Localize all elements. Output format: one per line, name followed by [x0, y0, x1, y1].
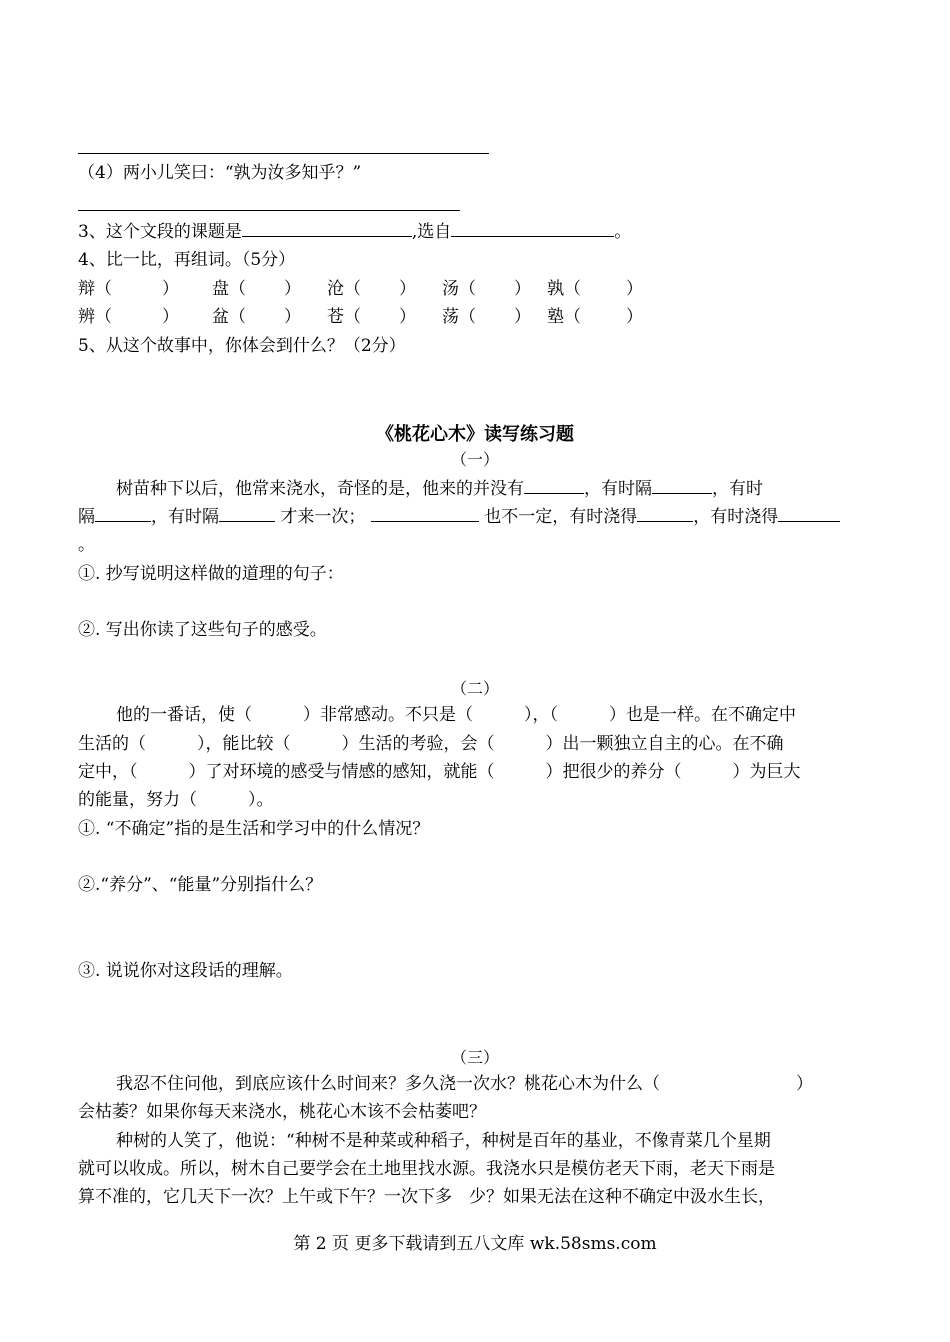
- passage-3-line-4: 就可以收成。所以，树木自己要学会在土地里找水源。我浇水只是模仿老天下雨，老天下雨是: [78, 1159, 775, 1179]
- char-pair: 荡（: [442, 307, 476, 327]
- char-pair: 沧（: [327, 279, 361, 299]
- passage-3-line-2: 会枯萎？如果你每天来浇水，桃花心木该不会枯萎吧？: [78, 1102, 486, 1122]
- char-pair: 辨（: [78, 307, 112, 327]
- char-pair: 汤（: [442, 279, 476, 299]
- passage-2-line-2: 生活的（ ），能比较（ ）生活的考验，会（ ）出一颗独立自主的心。在不确: [78, 734, 784, 754]
- question-3: 3、这个文段的课题是 ,选自 。: [78, 222, 632, 242]
- char-pair: 苍（: [327, 307, 361, 327]
- char-pair: 盆（: [212, 307, 246, 327]
- bracket-close: ）: [514, 307, 531, 327]
- bracket-close: ）: [626, 307, 643, 327]
- passage-2-line-3: 定中，（ ）了对环境的感受与情感的感知，就能（ ）把很少的养分（ ）为巨大: [78, 762, 801, 782]
- char-pair: 孰（: [547, 279, 581, 299]
- question-1-1: ①. 抄写说明这样做的道理的句子：: [78, 564, 344, 584]
- passage-1-line-2: 隔 ，有时隔 才来一次； 也不一定，有时浇得 ，有时浇得: [78, 505, 840, 528]
- blank[interactable]: [778, 505, 840, 522]
- char-pair: 塾（: [547, 307, 581, 327]
- char-pair: 辩（: [78, 279, 112, 299]
- passage-3-line-1: 我忍不住问他，到底应该什么时间来？多久浇一次水？桃花心木为什么（ ）: [116, 1074, 813, 1094]
- blank-source[interactable]: [451, 220, 614, 237]
- part-3-label: （三）: [450, 1048, 499, 1067]
- blank-title[interactable]: [242, 220, 412, 237]
- answer-line[interactable]: [78, 210, 460, 211]
- bracket-close: ）: [284, 279, 301, 299]
- blank[interactable]: [371, 505, 479, 522]
- answer-line[interactable]: [78, 153, 489, 154]
- question-line-4: （4）两小儿笑曰：“孰为汝多知乎？”: [78, 163, 362, 183]
- blank[interactable]: [524, 477, 584, 494]
- bracket-close: ）: [162, 307, 179, 327]
- passage-2-line-4: 的能量，努力（ ）。: [78, 790, 274, 810]
- question-5: 5、从这个故事中，你体会到什么？（2分）: [78, 336, 406, 356]
- part-2-label: （二）: [450, 679, 499, 698]
- bracket-close: ）: [162, 279, 179, 299]
- passage-3-line-5: 算不准的，它几天下一次？上午或下午？一次下多 少？如果无法在这种不确定中汲水生长，: [78, 1187, 775, 1207]
- blank[interactable]: [219, 505, 275, 522]
- question-2-1: ①. “不确定”指的是生活和学习中的什么情况？: [78, 819, 430, 839]
- page-footer: 第 2 页 更多下载请到五八文库 wk.58sms.com: [293, 1234, 657, 1254]
- question-2-2: ②.“养分”、“能量”分别指什么？: [78, 875, 323, 895]
- bracket-close: ）: [284, 307, 301, 327]
- blank[interactable]: [637, 505, 693, 522]
- bracket-close: ）: [399, 279, 416, 299]
- passage-2-line-1: 他的一番话，使（ ）非常感动。不只是（ ），（ ）也是一样。在不确定中: [116, 705, 796, 725]
- part-1-label: （一）: [450, 450, 499, 469]
- passage-1-line-1: 树苗种下以后，他常来浇水，奇怪的是，他来的并没有 ，有时隔 ，有时: [116, 479, 763, 499]
- section-title: 《桃花心木》读写练习题: [376, 424, 574, 445]
- question-1-2: ②. 写出你读了这些句子的感受。: [78, 620, 327, 640]
- passage-1-end: 。: [78, 535, 95, 555]
- bracket-close: ）: [514, 279, 531, 299]
- char-pair: 盘（: [212, 279, 246, 299]
- question-4: 4、比一比，再组词。（5分）: [78, 250, 296, 270]
- passage-3-line-3: 种树的人笑了，他说：“种树不是种菜或种稻子，种树是百年的基业，不像青菜几个星期: [116, 1131, 771, 1151]
- blank[interactable]: [95, 505, 151, 522]
- question-2-3: ③. 说说你对这段话的理解。: [78, 961, 293, 981]
- bracket-close: ）: [399, 307, 416, 327]
- blank[interactable]: [652, 477, 712, 494]
- bracket-close: ）: [626, 279, 643, 299]
